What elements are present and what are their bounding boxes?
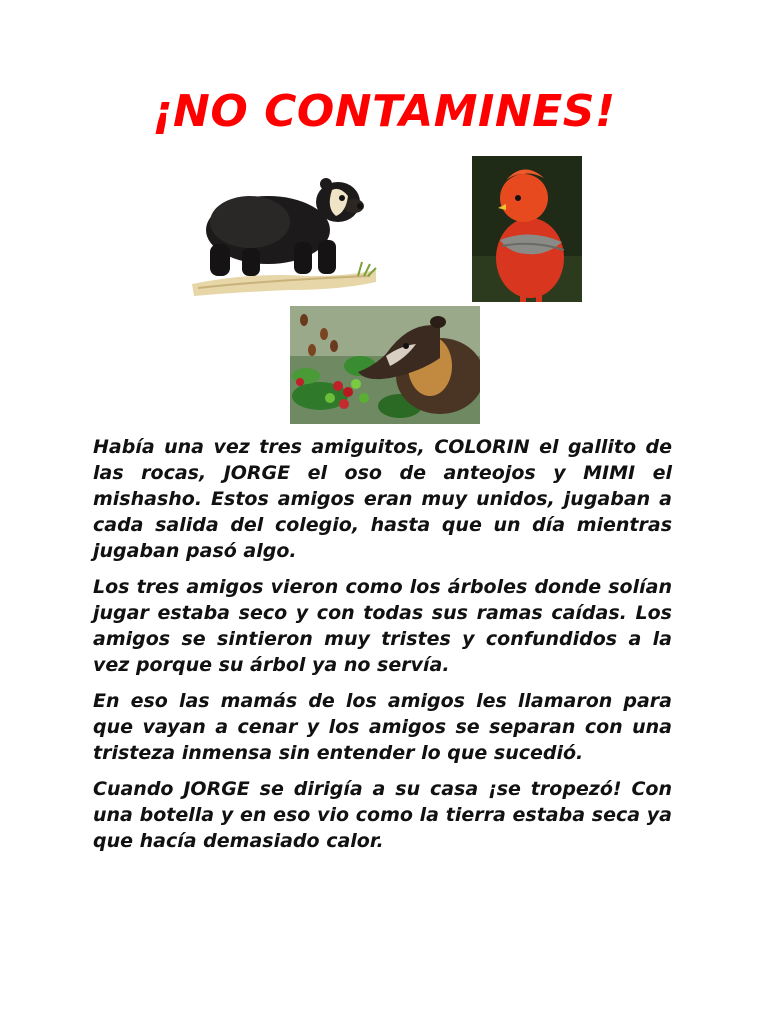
paragraph-3: En eso las mamás de los amigos les llamaron para que vayan a cenar y los amigos se separan con una tristeza inmensa sin entender lo que sucedió. bbox=[93, 690, 672, 764]
paragraph-1: Había una vez tres amiguitos, COLORIN el gallito de las rocas, JORGE el oso de anteojos y MIMI el mishasho. Estos amigos eran muy unidos, jugaban a cada salida del colegio, hasta que un día mientras jugaban pasó algo. bbox=[93, 436, 672, 562]
coati-image bbox=[290, 306, 480, 424]
paragraph-2: Los tres amigos vieron como los árboles donde solían jugar estaba seco y con todas sus ramas caídas. Los amigos se sintieron muy tristes y confundidos a la vez porque su árbol ya no servía. bbox=[93, 576, 672, 676]
page-title: ¡NO CONTAMINES! bbox=[152, 86, 616, 137]
story-text bbox=[93, 434, 672, 864]
paragraph-4: Cuando JORGE se dirigía a su casa ¡se tropezó! Con una botella y en eso vio como la tierra estaba seca ya que hacía demasiado calor. bbox=[93, 778, 672, 852]
spectacled-bear-image bbox=[190, 172, 380, 298]
cock-of-the-rock-image bbox=[472, 156, 582, 302]
